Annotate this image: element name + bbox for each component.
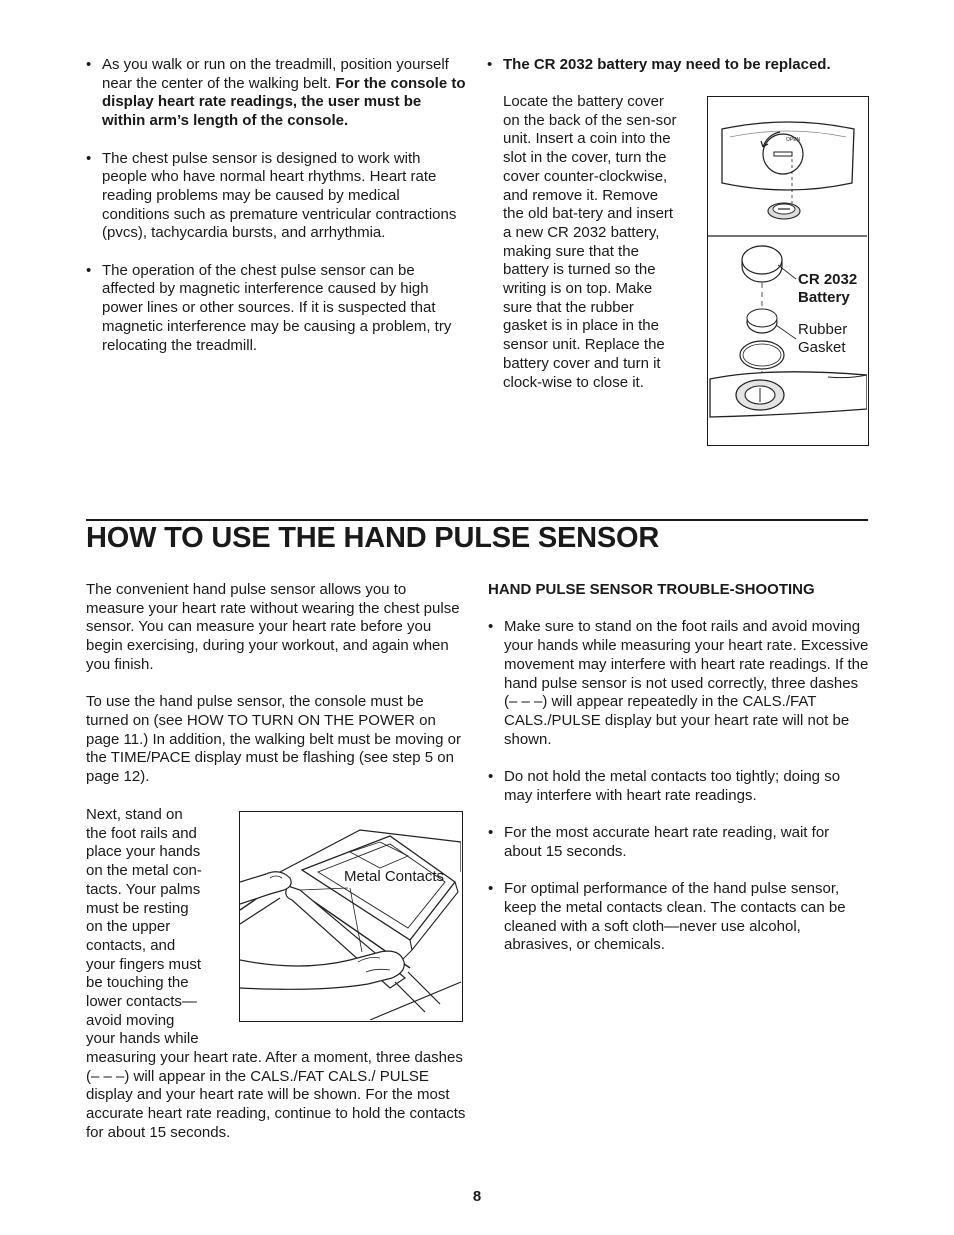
tip-grip: • Do not hold the metal contacts too tightly; doing so may interfere with heart rate readings. (488, 768, 870, 805)
hand-pulse-instructions (86, 581, 466, 787)
text-line: your fingers must (86, 955, 202, 973)
text-line: on the upper (86, 918, 171, 936)
note-position (86, 56, 466, 131)
troubleshooting-section (488, 581, 870, 955)
hand-placement-lines (86, 806, 236, 1049)
open-marking: OPEN (786, 137, 801, 143)
battery-label (798, 271, 857, 307)
note-magnetic-interference: • The operation of the chest pulse sensor can be affected by magnetic interference caused by high power lines or other sources. If it is suspected that magnetic interference may be causing a problem, try relocating the treadmill. (86, 262, 466, 356)
text-line: Next, stand on (86, 806, 183, 823)
battery-note (487, 56, 867, 75)
tip-clean-contacts: • For optimal performance of the hand pulse sensor, keep the metal contacts clean. The contacts can be cleaned with a soft cloth—never use alcohol, abrasives, or chemicals. (488, 880, 870, 955)
battery-bullet-bold: The CR 2032 battery may need to be replaced. (503, 56, 831, 73)
battery-label-line1: CR 2032 (798, 271, 858, 288)
gasket-label-line2: Gasket (798, 339, 846, 356)
text-line: must be resting (86, 899, 189, 917)
text-line: lower contacts— (86, 993, 197, 1011)
hand-pulse-illustration (240, 812, 461, 1020)
tip-stand-still: • Make sure to stand on the foot rails and avoid moving your hands while measuring your heart rate. Excessive movement may interfere with heart rate readings. If the hand pulse sensor is not used correctly, three dashes (– – –) will appear repeatedly in the CALS./FAT CALS./PULSE display but your heart rate will not be shown. (488, 618, 870, 749)
reading-paragraph: measuring your heart rate. After a moment, three dashes (– – –) will appear in the CALS./FAT CALS./ PULSE display and your heart rate will be shown. For the most accurate heart rate reading, continue to hold the contacts for about 15 seconds. (86, 1049, 466, 1141)
text-line: tacts. Your palms (86, 880, 201, 898)
note-heart-rhythms: • The chest pulse sensor is designed to work with people who have normal heart rhythms. Heart rate reading problems may be caused by medical conditions such as premature ventricular contractions (pvcs), tachycardia bursts, and arrhythmia. (86, 150, 466, 244)
note-position-text: As you walk or run on the treadmill, position yourself near the center of the walking belt. (102, 56, 449, 92)
gasket-label-line1: Rubber (798, 321, 848, 338)
troubleshooting-heading (488, 581, 870, 600)
intro-paragraph: The convenient hand pulse sensor allows you to measure your heart rate without wearing the chest pulse sensor. You can measure your heart rate before you begin exercising, during your workout, and again when you finish. (86, 581, 460, 673)
troubleshooting-heading-text: HAND PULSE SENSOR TROUBLE-SHOOTING (488, 581, 815, 598)
text-line: the foot rails and (86, 824, 197, 842)
text-line: avoid moving (86, 1011, 175, 1029)
text-line: your hands while (86, 1030, 199, 1048)
text-line: contacts, and (86, 936, 176, 954)
battery-figure (707, 96, 869, 446)
text-line: on the metal con- (86, 862, 202, 880)
text-line: be touching the (86, 974, 189, 992)
setup-paragraph: To use the hand pulse sensor, the console must be turned on (see HOW TO TURN ON THE POWER on page 11.) In addition, the walking belt must be moving or the TIME/PACE display must be flashing (see step 5 on page 12). (86, 693, 461, 786)
hand-pulse-figure (239, 811, 463, 1022)
battery-label-line2: Battery (798, 289, 850, 306)
battery-bullet (487, 56, 867, 75)
gasket-label (798, 321, 847, 357)
note-position-bold: For the console to display heart rate readings, the user must be within arm’s length of the console. (102, 74, 466, 130)
metal-contacts-label: Metal Contacts (344, 868, 445, 885)
page-number: 8 (472, 1188, 482, 1205)
section-title: HOW TO USE THE HAND PULSE SENSOR (86, 522, 660, 554)
battery-instructions: Locate the battery cover on the back of the sen-sor unit. Insert a coin into the slot in the cover, turn the cover counter-clockwise, and remove it. Remove the old bat-tery and insert a new CR 2032 battery, making sure that the battery is turned so the writing is on top. Make sure that the rubber gasket is in place in the sensor unit. Replace the battery cover and turn it clock-wise to close it. (503, 93, 677, 391)
text-line: place your hands (86, 843, 201, 861)
tip-wait: • For the most accurate heart rate reading, wait for about 15 seconds. (488, 824, 870, 861)
chest-sensor-notes (86, 56, 466, 355)
